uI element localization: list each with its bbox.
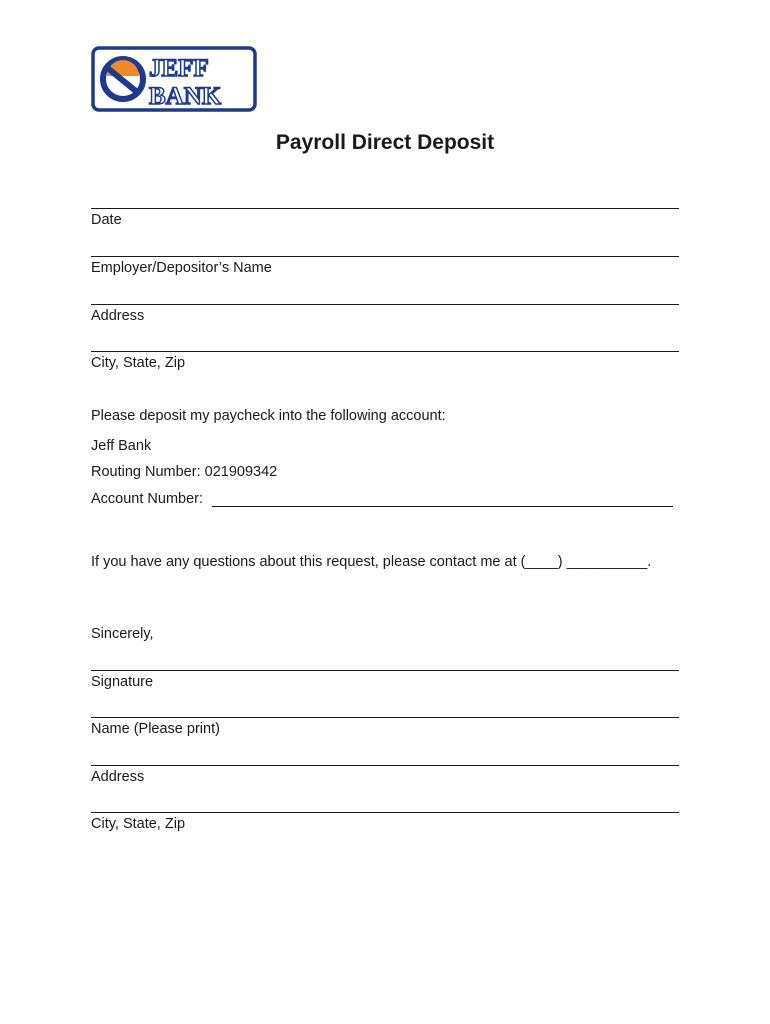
employer-address-field[interactable] xyxy=(91,304,679,305)
employer-city-field[interactable] xyxy=(91,351,679,352)
employer-name-field[interactable] xyxy=(91,256,679,257)
employer-name-label: Employer/Depositor’s Name xyxy=(91,260,272,276)
print-name-field[interactable] xyxy=(91,717,679,718)
jeff-bank-logo xyxy=(91,46,257,112)
employee-city-label: City, State, Zip xyxy=(91,816,186,832)
signature-field[interactable] xyxy=(91,670,679,671)
deposit-intro: Please deposit my paycheck into the following account: xyxy=(91,408,446,424)
employer-city-label: City, State, Zip xyxy=(91,355,186,371)
print-name-label: Name (Please print) xyxy=(91,721,220,737)
logo-line1: JEFF xyxy=(149,55,209,82)
routing-number: Routing Number: 021909342 xyxy=(91,464,278,480)
logo-line2: BANK xyxy=(149,83,222,110)
date-label: Date xyxy=(91,212,122,228)
closing-text: Sincerely, xyxy=(91,626,154,642)
account-number-label: Account Number: xyxy=(91,491,204,507)
employee-address-field[interactable] xyxy=(91,765,679,766)
page-title: Payroll Direct Deposit xyxy=(275,131,495,154)
bank-name: Jeff Bank xyxy=(91,438,152,454)
date-field[interactable] xyxy=(91,208,679,209)
employee-address-label: Address xyxy=(91,769,145,785)
account-number-field[interactable] xyxy=(212,506,673,507)
questions-text: If you have any questions about this request, please contact me at (____) __________. xyxy=(91,554,652,570)
signature-label: Signature xyxy=(91,674,154,690)
employee-city-field[interactable] xyxy=(91,812,679,813)
employer-address-label: Address xyxy=(91,308,145,324)
